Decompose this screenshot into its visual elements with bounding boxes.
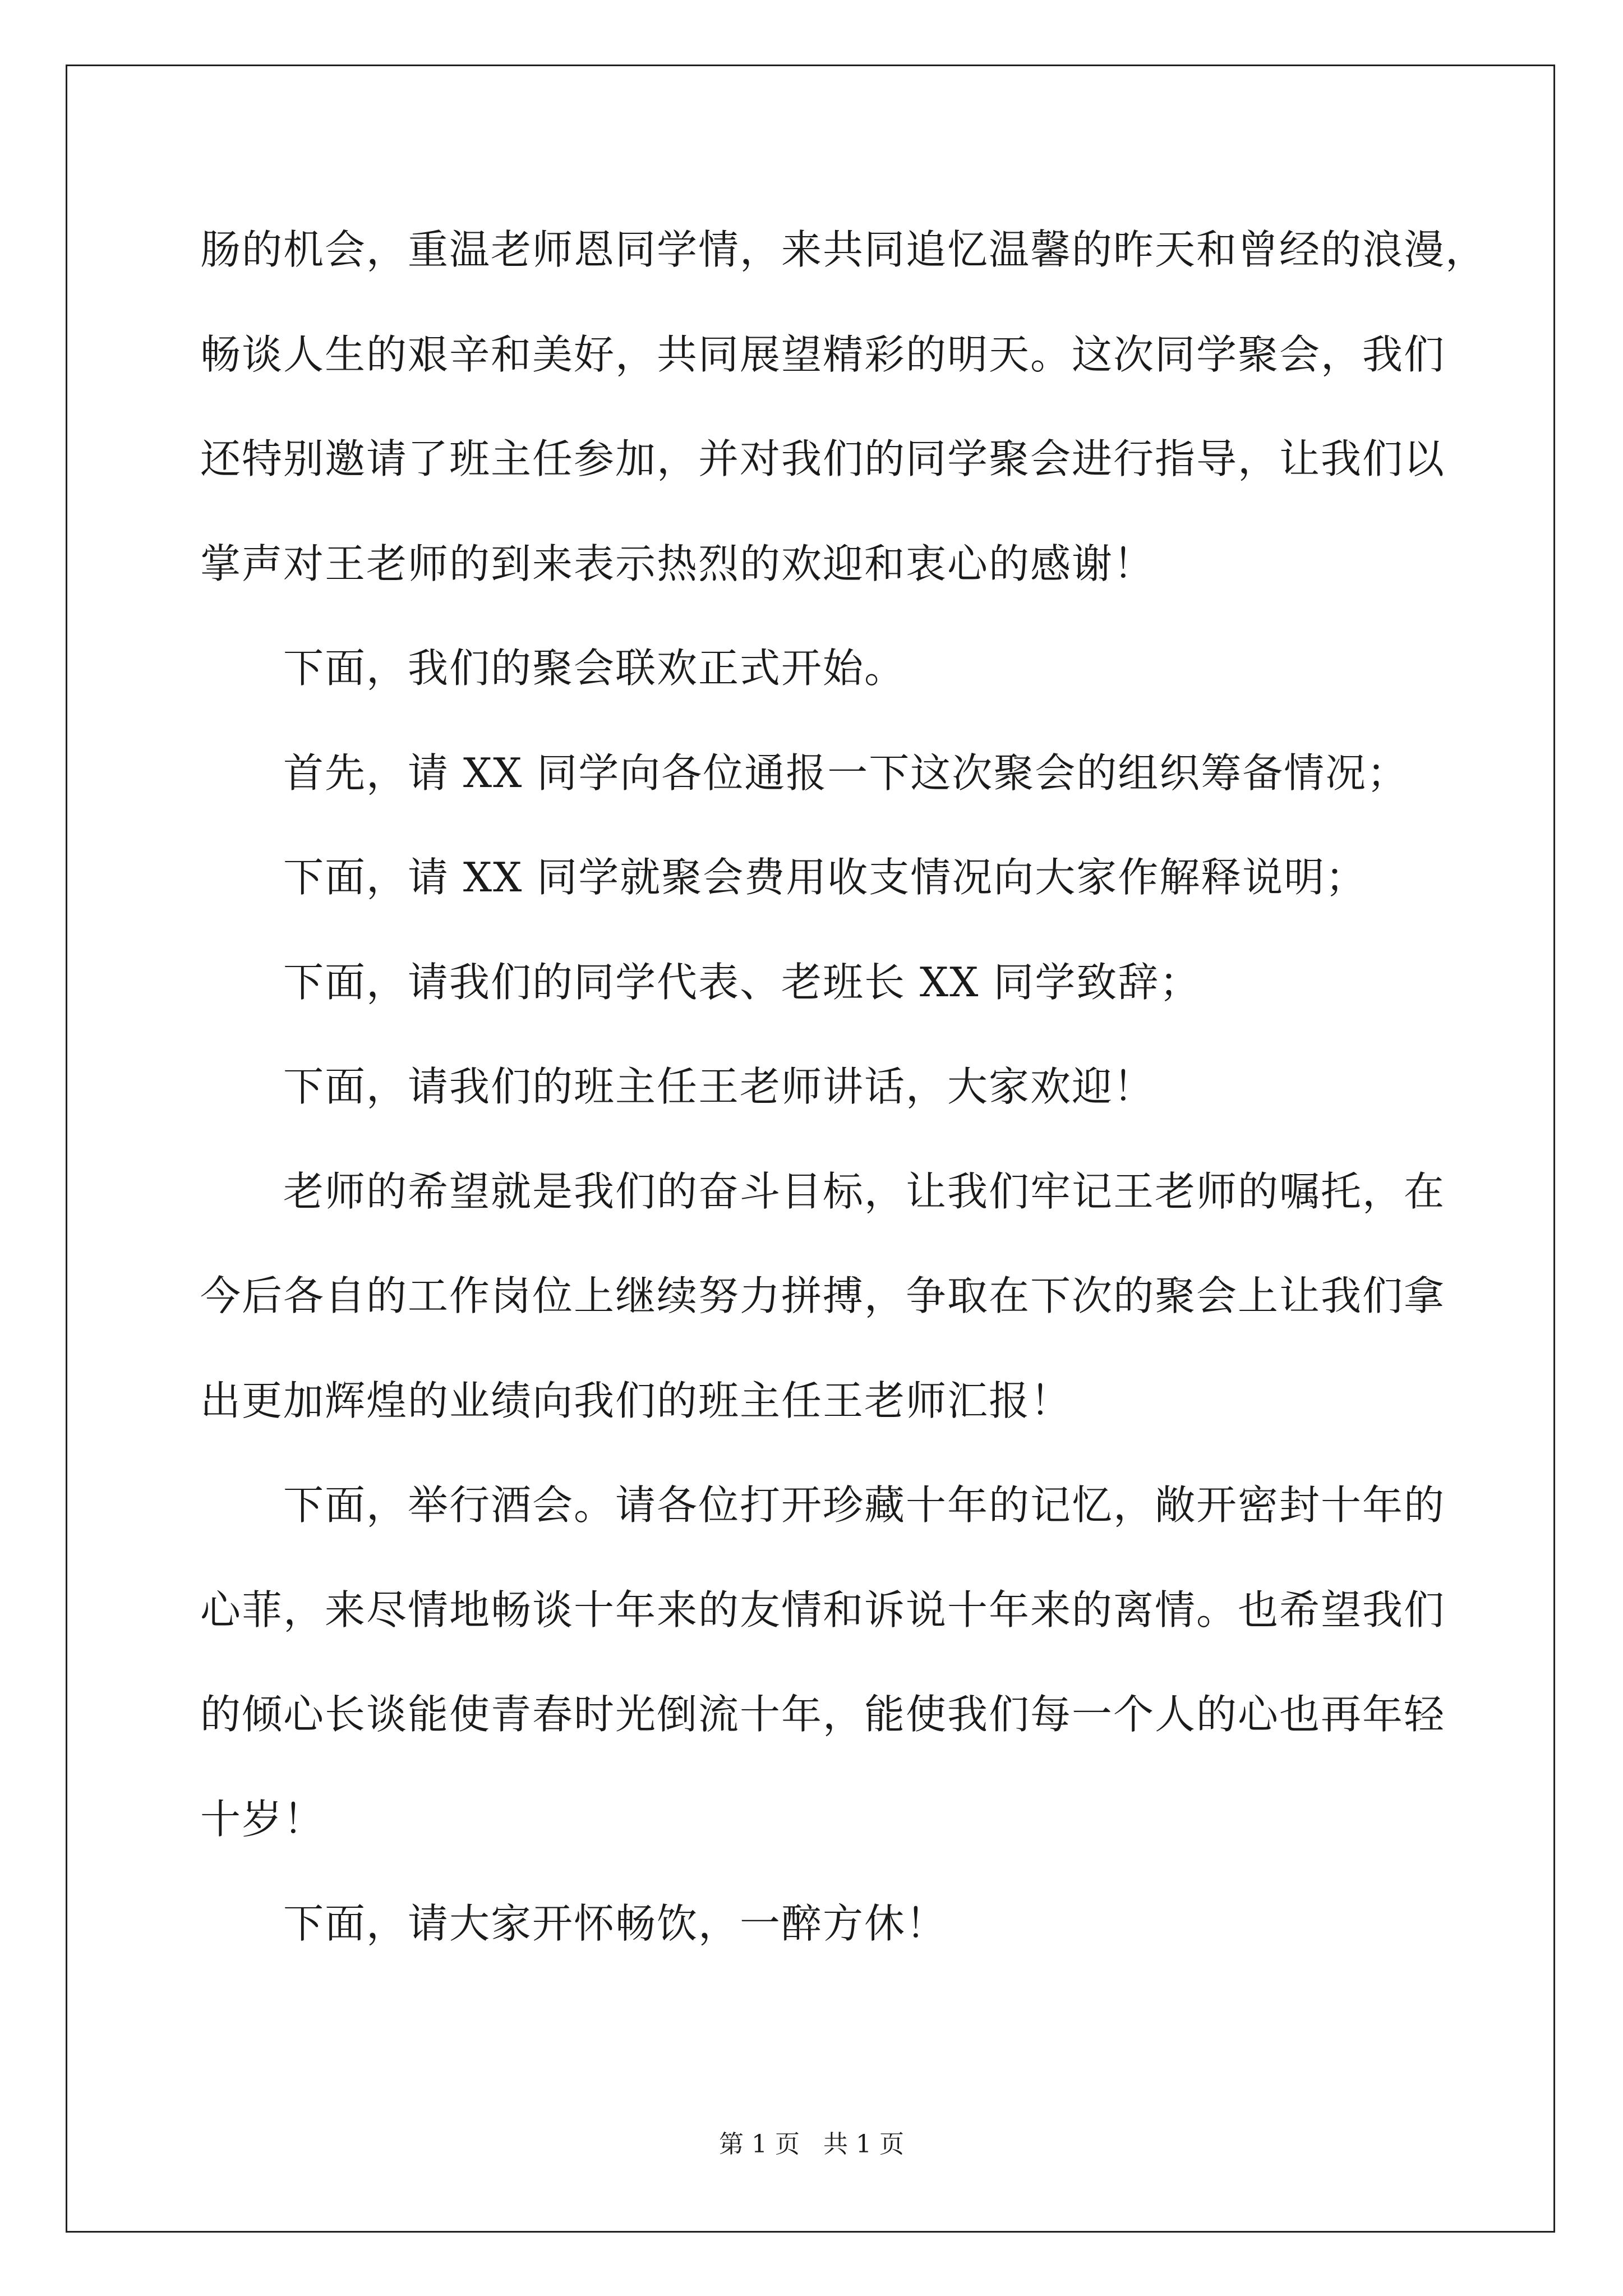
- text-line: 肠的机会，重温老师恩同学情，来共同追忆温馨的昨天和曾经的浪漫，: [200, 226, 1487, 273]
- text-line: 下面，请我们的班主任王老师讲话，大家欢迎！: [283, 1063, 1155, 1110]
- text-line: 下面，请 XX 同学就聚会费用收支情况向大家作解释说明；: [283, 854, 1367, 901]
- text-line: 掌声对王老师的到来表示热烈的欢迎和衷心的感谢！: [200, 540, 1155, 587]
- text-line: 下面，我们的聚会联欢正式开始。: [283, 645, 906, 692]
- text-line: 畅谈人生的艰辛和美好，共同展望精彩的明天。这次同学聚会，我们: [200, 330, 1446, 378]
- document-body: [200, 197, 1487, 1976]
- text-line: 下面，举行酒会。请各位打开珍藏十年的记忆，敞开密封十年的: [283, 1481, 1446, 1529]
- text-line: 出更加辉煌的业绩向我们的班主任王老师汇报！: [200, 1377, 1072, 1424]
- text-line: 十岁！: [200, 1795, 325, 1843]
- text-line: 老师的希望就是我们的奋斗目标，让我们牢记王老师的嘱托，在: [283, 1167, 1446, 1215]
- text-line: 下面，请我们的同学代表、老班长 XX 同学致辞；: [283, 958, 1201, 1006]
- page-number-footer: 第 1 页 共 1 页: [719, 2130, 904, 2159]
- text-line: 下面，请大家开怀畅饮，一醉方休！: [283, 1900, 948, 1947]
- text-line: 心菲，来尽情地畅谈十年来的友情和诉说十年来的离情。也希望我们: [200, 1586, 1446, 1634]
- text-line: 的倾心长谈能使青春时光倒流十年，能使我们每一个人的心也再年轻: [200, 1691, 1446, 1738]
- text-line: 今后各自的工作岗位上继续努力拼搏，争取在下次的聚会上让我们拿: [200, 1272, 1446, 1319]
- text-line: 还特别邀请了班主任参加，并对我们的同学聚会进行指导，让我们以: [200, 435, 1446, 482]
- text-line: 首先，请 XX 同学向各位通报一下这次聚会的组织筹备情况；: [283, 749, 1409, 797]
